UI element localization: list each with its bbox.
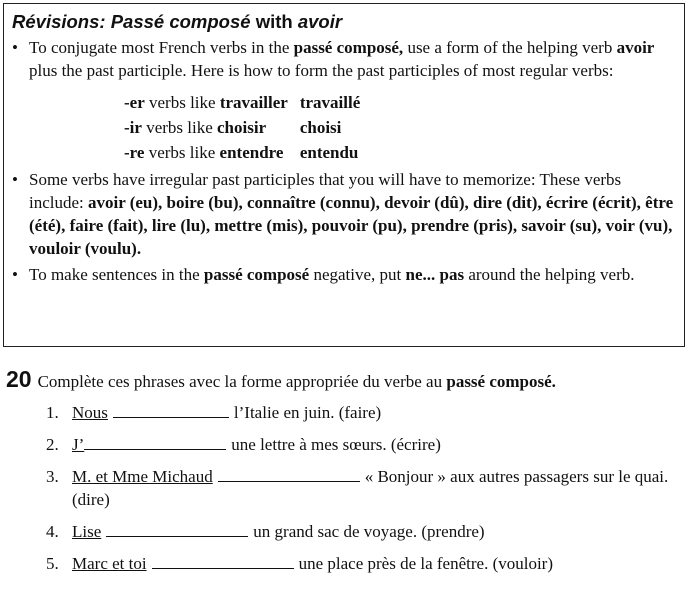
rule-verb: travailler	[219, 93, 288, 112]
rule-description	[124, 140, 300, 165]
text: plus the past participle. Here is how to form the past participles of most regular verbs:	[29, 61, 614, 80]
exercise-instruction	[38, 370, 556, 393]
exercise-20	[6, 368, 690, 584]
review-title	[12, 10, 676, 34]
rule-participle	[300, 115, 372, 140]
text: Some verbs have irregular past participles that you will have to memorize: These verbs include:	[29, 170, 622, 212]
answer-blank[interactable]	[113, 402, 229, 418]
text: around the helping verb.	[464, 265, 635, 284]
bullet-conjugation	[12, 36, 676, 82]
item-rest: un grand sac de voyage. (prendre)	[253, 522, 485, 541]
rule-mid: verbs like	[144, 143, 220, 162]
item-rest: l’Italie en juin. (faire)	[233, 403, 382, 422]
text: negative, put	[309, 265, 406, 284]
title-with: with	[250, 11, 298, 32]
rule-ending: -ir	[124, 118, 142, 137]
exercise-header	[6, 368, 690, 393]
answer-blank[interactable]	[106, 521, 248, 537]
text: use a form of the helping verb	[403, 38, 617, 57]
exercise-number: 20	[6, 366, 32, 392]
instruction-bold: passé composé.	[446, 372, 556, 391]
exercise-item	[46, 465, 690, 511]
rule-mid: verbs like	[141, 118, 218, 137]
exercise-item	[46, 552, 690, 575]
participle: choisi	[299, 118, 342, 137]
title-avoir: avoir	[297, 11, 343, 32]
instruction-text: Complète ces phrases avec la forme appropriée du verbe au	[37, 372, 447, 391]
exercise-item	[46, 401, 690, 424]
item-subject: Nous	[72, 403, 108, 422]
item-subject: Marc et toi	[72, 554, 147, 573]
exercise-item	[46, 433, 690, 456]
bold-text: ne... pas	[405, 265, 465, 284]
item-number: 1.	[46, 403, 59, 422]
item-rest: une place près de la fenêtre. (vouloir)	[298, 554, 553, 573]
rule-participle	[300, 90, 372, 115]
text: To conjugate most French verbs in the	[29, 38, 294, 57]
rule-verb: choisir	[217, 118, 267, 137]
exercise-items	[6, 401, 690, 575]
rule-description	[124, 115, 300, 140]
rule-row-re	[124, 140, 372, 165]
rule-row-ir	[124, 115, 372, 140]
answer-blank[interactable]	[84, 434, 226, 450]
answer-blank[interactable]	[152, 553, 294, 569]
item-rest: une lettre à mes sœurs. (écrire)	[231, 435, 441, 454]
text: To make sentences in the	[29, 265, 204, 284]
rule-verb: entendre	[219, 143, 284, 162]
rule-participle	[300, 140, 372, 165]
participle: entendu	[299, 143, 359, 162]
item-subject: J’	[72, 435, 85, 454]
bold-text: avoir	[616, 38, 655, 57]
item-number: 5.	[46, 554, 59, 573]
rule-description	[124, 90, 300, 115]
bullet-irregular	[12, 168, 676, 260]
item-number: 4.	[46, 522, 59, 541]
grammar-review-box	[3, 3, 685, 347]
item-number: 3.	[46, 467, 59, 486]
item-subject: M. et Mme Michaud	[72, 467, 213, 486]
item-subject: Lise	[72, 522, 102, 541]
item-number: 2.	[46, 435, 59, 454]
rule-mid: verbs like	[144, 93, 220, 112]
participle: travaillé	[299, 93, 361, 112]
title-text: Révisions: Passé composé	[12, 11, 251, 32]
rule-row-er	[124, 90, 372, 115]
rule-ending: -re	[124, 143, 145, 162]
answer-blank[interactable]	[218, 466, 360, 482]
rule-ending: -er	[124, 93, 145, 112]
irregular-list: avoir (eu), boire (bu), connaître (connu), devoir (dû), dire (dit), écrire (écrit), être (été), faire (fait), lire (lu), mettre (mis), pouvoir (pu), prendre (pris), savoir (su), voir (vu), vouloir (voulu).	[29, 193, 674, 258]
bullet-negative	[12, 263, 676, 286]
item-rest: « Bonjour » aux autres passagers sur le quai. (dire)	[72, 467, 669, 509]
bold-text: passé composé,	[293, 38, 404, 57]
participle-rules-table	[124, 90, 372, 165]
bold-text: passé composé	[203, 265, 310, 284]
exercise-item	[46, 520, 690, 543]
